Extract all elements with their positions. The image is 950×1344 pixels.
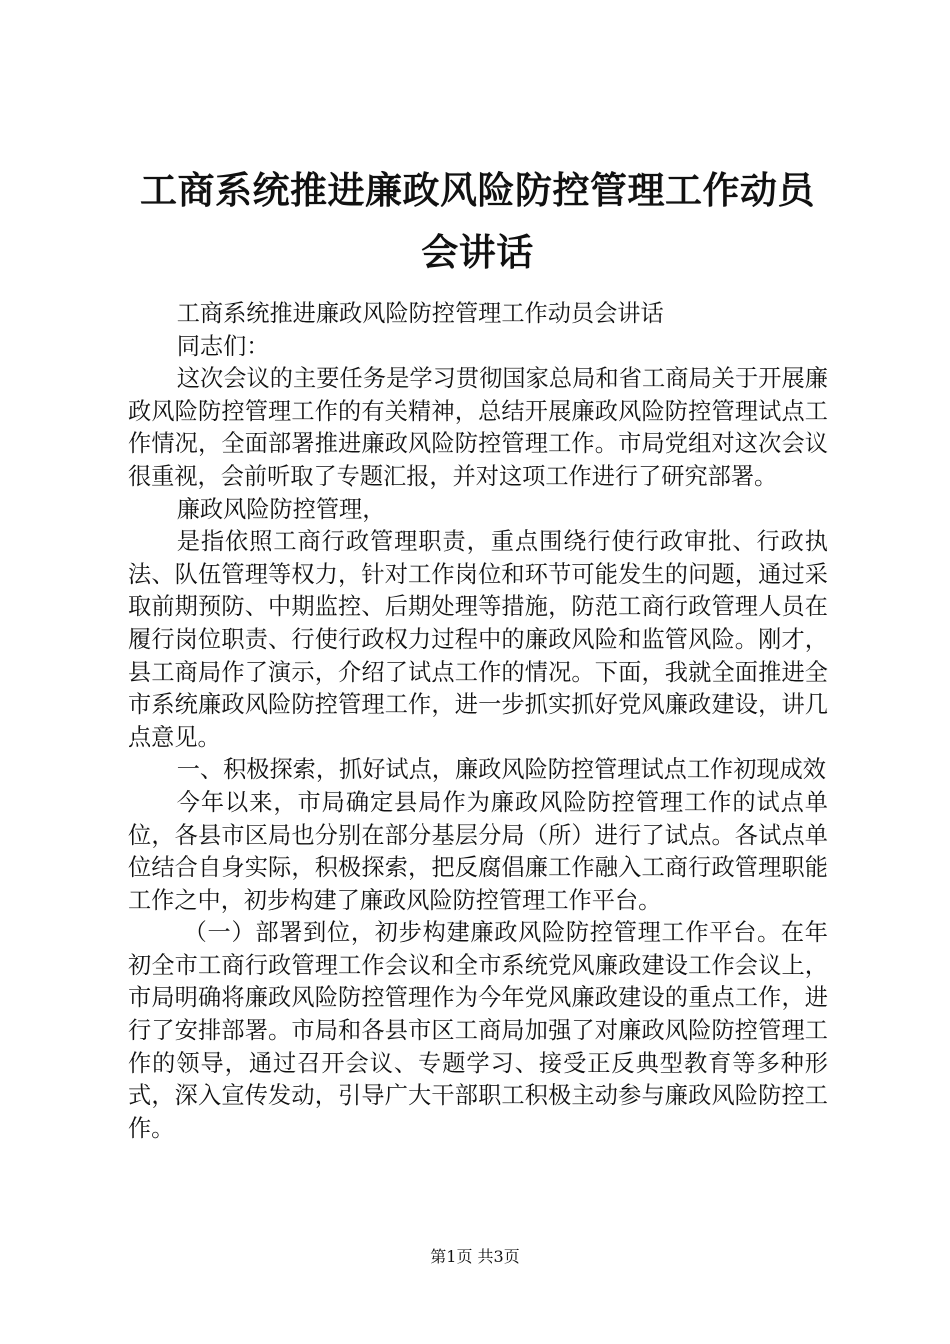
page-footer: 第1页 共3页 [430, 1247, 520, 1266]
body-paragraph: （一）部署到位，初步构建廉政风险防控管理工作平台。在年初全市工商行政管理工作会议和全市系统党风廉政建设工作会议上，市局明确将廉政风险防控管理作为今年党风廉政建设的重点工作，进行了安排部署。市局和各县市区工商局加强了对廉政风险防控管理工作的领导，通过召开会议、专题学习、接受正反典型教育等多种形式，深入宣传发动，引导广大干部职工积极主动参与廉政风险防控工作。 [128, 919, 828, 1142]
body-paragraph: 是指依照工商行政管理职责，重点围绕行使行政审批、行政执法、队伍管理等权力，针对工作岗位和环节可能发生的问题，通过采取前期预防、中期监控、后期处理等措施，防范工商行政管理人员在履行岗位职责、行使行政权力过程中的廉政风险和监管风险。刚才，县工商局作了演示，介绍了试点工作的情况。下面，我就全面推进全市系统廉政风险防控管理工作，进一步抓实抓好党风廉政建设，讲几点意见。 [128, 528, 828, 751]
body-paragraph: 工商系统推进廉政风险防控管理工作动员会讲话 [176, 300, 664, 327]
body-paragraph: 同志们： [176, 332, 270, 360]
document-title: 工商系统推进廉政风险防控管理工作动员会讲话 [140, 169, 815, 274]
body-paragraph: 廉政风险防控管理， [176, 495, 386, 523]
body-paragraph: 今年以来，市局确定县局作为廉政风险防控管理工作的试点单位，各县市区局也分别在部分基层分局（所）进行了试点。各试点单位结合自身实际，积极探索，把反腐倡廉工作融入工商行政管理职能工作之中，初步构建了廉政风险防控管理工作平台。 [128, 788, 828, 914]
section-heading: 一、积极探索，抓好试点，廉政风险防控管理试点工作初现成效 [176, 756, 826, 784]
document-body [128, 298, 828, 1145]
body-paragraph: 这次会议的主要任务是学习贯彻国家总局和省工商局关于开展廉政风险防控管理工作的有关精神，总结开展廉政风险防控管理试点工作情况，全面部署推进廉政风险防控管理工作。市局党组对这次会议很重视，会前听取了专题汇报，并对这项工作进行了研究部署。 [128, 365, 828, 490]
